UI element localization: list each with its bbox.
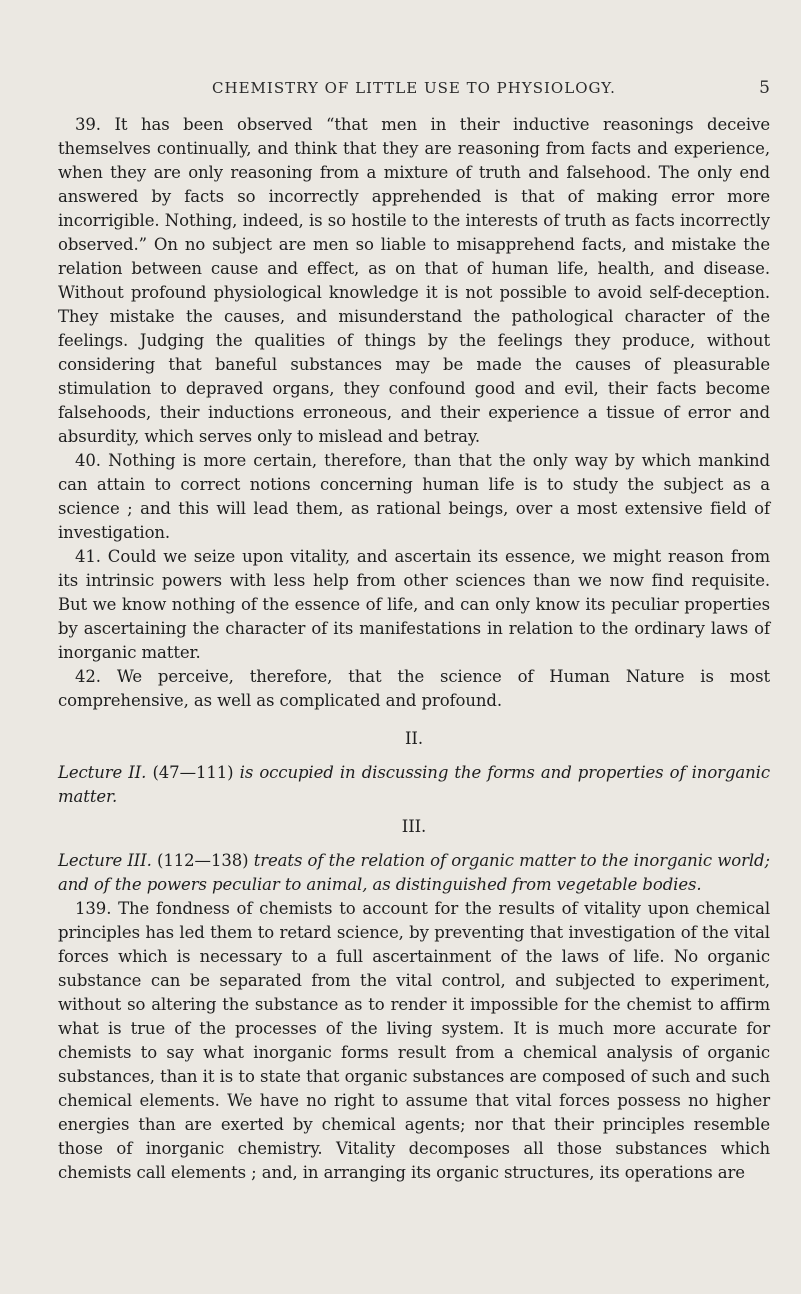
paragraph-139: 139. The fondness of chemists to account for the results of vitality upon chemical principles has led them to retard science, by preventing that investigation of the vital forces which is necessary to a full ascertainment of the laws of life. No organic substance can be separated from the vital control, and subjected to experiment, without so altering the substance as to render it impossible for the chemist to affirm what is true of the processes of the living system. It is much more accurate for chemists to say what inorganic forms result from a chemical analysis of organic substances, than it is to state that organic substances are composed of such and such chemical elements. We have no right to assume that vital forces possess no higher energies than are exerted by chemical agents; nor that their principles resemble those of inorganic chemistry. Vitality decomposes all those substances which chemists call elements ; and, in arranging its organic structures, its operations are [58, 899, 770, 1182]
lecture-3-summary [58, 849, 770, 897]
lecture-2-description: is occupied in discussing the forms and properties of inorganic matter. [58, 763, 770, 806]
page-body [58, 113, 770, 1185]
paragraph-42: 42. We perceive, therefore, that the science of Human Nature is most comprehensive, as well as complicated and profound. [58, 667, 770, 710]
lecture-3-range: (112—138) [157, 851, 249, 870]
section-heading-2: II. [405, 729, 423, 748]
paragraph-40: 40. Nothing is more certain, therefore, than that the only way by which mankind can attain to correct notions concerning human life is to study the subject as a science ; and this will lead them, as rational beings, over a most extensive field of investigation. [58, 451, 770, 542]
page-number: 5 [759, 78, 770, 98]
paragraph-41: 41. Could we seize upon vitality, and ascertain its essence, we might reason from its intrinsic powers with less help from other sciences than we now find requisite. But we know nothing of the essence of life, and can only know its peculiar properties by ascertaining the character of its manifestations in relation to the ordinary laws of inorganic matter. [58, 547, 770, 662]
page-header [58, 79, 770, 103]
lecture-2-summary [58, 761, 770, 809]
lecture-2-range: (47—111) [152, 763, 234, 782]
lecture-3-description: treats of the relation of organic matter to the inorganic world; and of the powers peculiar to animal, as distinguished from vegetable bodies. [58, 851, 770, 894]
lecture-3-label: Lecture III. [58, 851, 152, 870]
lecture-2-label: Lecture II. [58, 763, 147, 782]
section-heading-3: III. [401, 817, 427, 836]
paragraph-39: 39. It has been observed “that men in their inductive reasonings deceive themselves continually, and think that they are reasoning from facts and experience, when they are only reasoning from a mixture of truth and falsehood. The only end answered by facts so incorrectly apprehended is that of making error more incorrigible. Nothing, indeed, is so hostile to the interests of truth as facts incorrectly observed.” On no subject are men so liable to misapprehend facts, and mistake the relation between cause and effect, as on that of human life, health, and disease. Without profound physiological knowledge it is not possible to avoid self-deception. They mistake the causes, and misunderstand the pathological character of the feelings. Judging the qualities of things by the feelings they produce, without considering that baneful substances may be made the causes of pleasurable stimulation to depraved organs, they confound good and evil, their facts become falsehoods, their inductions erroneous, and their experience a tissue of error and absurdity, which serves only to mislead and betray. [58, 115, 770, 446]
running-title: CHEMISTRY OF LITTLE USE TO PHYSIOLOGY. [212, 79, 616, 97]
